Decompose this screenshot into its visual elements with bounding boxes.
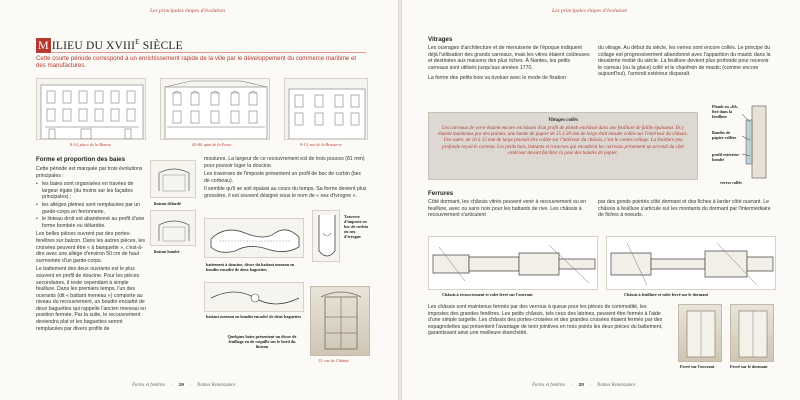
page-title: M ILIEU DU $XVIII^E$ SIÈCLE <box>38 38 183 52</box>
photo-caption-left: 13, rue de Châtine <box>318 358 350 363</box>
vitrages-colles-box <box>428 112 698 180</box>
lead-paragraph: Cette courte période correspond à un enrichissement rapide de la ville par le développement du commerce maritime et des manufactures. <box>36 55 357 70</box>
meneau-profile-drawing <box>204 282 304 312</box>
meneau-caption: battant meneau en boudin encadré de deux baguettes <box>206 314 302 319</box>
battement-caption: battement à doucine, décor du battant meneau en boudin encadré de deux baguettes <box>206 262 295 272</box>
quelques-caption: Quelques baies présentent un décor de feuillage ou de coquille sur le bord du linteau <box>227 334 297 349</box>
title-rule <box>36 52 366 53</box>
ferrures-col1: Côté dormant, les châssis vitrés peuvent venir à recouvrement ou en feuillure, avec ou sans noix pour les battants de rive. Les châssis à recouvrement s'articulent <box>428 199 587 219</box>
label-profil: profil extérieur bombé <box>712 152 740 162</box>
ferrures-col2: par des gonds pointés côté dormant et des fiches à larder côté ouvrant. Le châssis à feuillure s'articule sur les montants du dormant par l'intermédiaire de fiches à noeuds. <box>598 199 771 219</box>
caption-feuillure: Châssis à feuillure et volet ferré sur le dormant <box>624 292 709 297</box>
facade-caption-1: 8-14, place de la Bourse <box>70 142 112 147</box>
vitrages-col1: Les ouvrages d'architecture et de menuiserie de l'époque indiquent déjà l'utilisation des grands carreaux, mais les vitres étaient coûteuses et destinées aux maisons des plus riches. À Nantes, les petits carreaux sont utilisés jusqu'aux années 1770. La forme des petits bois va évoluer avec le mode de fixation <box>428 45 590 82</box>
photo-caption-dormant: Ferré sur le dormant <box>730 364 768 369</box>
chassis-feuillure-drawing <box>606 236 776 290</box>
facade-drawing-3 <box>284 78 368 140</box>
box-body: Les carreaux de verre étaient encore enchâssés d'un profil de plomb enchâssé dans une feuillure de faible épaisseur. Ils y étaient maintenus par des pointes, une bande de papier de 25 à 30 mm de large était ensuite collée sur l'intérieur du châssis. Une autre, de 10 à 12 mm de large pouvait être collée sur l'intérieur du châssis, c'est le contre-collage. La feuillure peu profonde reçoit le carreau. Les petits bois, battants et traverses qui encadrent les carreaux présentent un arrondi du côté extérieur devant faciliter la pose des bandes de papier. <box>438 126 688 156</box>
ferrures-paragraph-2: Les châssis sont maintenus fermés par des verrous à queue pour les pièces de commodité, les impostes des grandes fenêtres. Les petits châssis, tels ceux des latrines, peuvent être fermés à l'aide d'une simple targette. Les châssis des portes-croisées et des grandes croisées étaient fermés par des espagnolettes qui présentent l'avantage de tenir jointives en trois points les deux pièces du battement, garantissant ainsi une meilleure étanchéité. <box>428 304 663 337</box>
page-number: 19 <box>178 383 184 388</box>
footer-right: Portes et fenêtres · 20 · Nantes Renaissance <box>532 383 636 388</box>
left-page <box>0 0 398 400</box>
facade-caption-2: 42-46, quai de la Fosse <box>192 142 232 147</box>
label-plomb: Plomb en «fil» fixé dans la feuillure <box>712 104 738 119</box>
running-header-right: Les principales étapes d'évolution <box>552 8 627 14</box>
bullet-item: • les baies sont organisées en travées de largeur égale (du moins sur les façades principales) ; <box>36 181 146 201</box>
facade-drawing-1 <box>36 78 146 140</box>
box-title: Vitrages collés <box>548 118 578 123</box>
page-number: 20 <box>578 383 584 388</box>
right-page <box>402 0 800 400</box>
vitrages-heading: Vitrages <box>428 36 453 43</box>
photo-ouvrant <box>678 304 722 362</box>
linteau-bombe-sketch <box>150 210 196 246</box>
traverse-caption: Traverse d'imposte en bec de corbin ou nez d'ivrogne <box>344 214 368 239</box>
facade-caption-3: 9-13, rue de la Brasserie <box>300 142 342 147</box>
vitrages-col2: du vitrage. Au début du siècle, les verres sont encore collés. Le principe du collage est progressivement abandonné avec l'apparition du mastic dans la deuxième moitié du siècle. La feuillure devient plus profonde pour recevoir le carreau (ou la glace) collé et le chanfrein de mastic (comme encore aujourd'hui), l'arrondi extérieur disparaît. <box>598 45 771 78</box>
linteau-delarde-label: linteau délardé <box>154 201 181 206</box>
caption-recouvrement: Châssis à recouvrement et volet ferré sur l'ouvrant <box>442 292 533 297</box>
footer-left: Portes et fenêtres · 19 · Nantes Renaissance <box>132 383 236 388</box>
window-photo-left <box>310 286 370 356</box>
facade-drawing-2 <box>160 78 270 140</box>
traverse-profile-drawing <box>312 210 340 262</box>
bullet-item: • le linteau droit est abandonné au profit d'une forme bombée ou délardée. <box>36 216 146 229</box>
bullet-item: • les allèges pleines sont remplacées par un garde-corps en ferronnerie, <box>36 202 146 215</box>
section-heading: Forme et proportion des baies <box>36 156 126 163</box>
title-drop-cap: M <box>38 38 49 52</box>
photo-caption-ouvrant: Ferré sur l'ouvrant <box>680 364 715 369</box>
chassis-recouvrement-drawing <box>428 236 598 290</box>
photo-dormant <box>730 304 774 362</box>
linteau-bombe-label: linteau bombé <box>154 249 180 254</box>
label-bandes: Bandes de papier collées <box>712 130 737 140</box>
linteau-delarde-sketch <box>150 160 196 198</box>
running-header-left: Les principales étapes d'évolution <box>150 8 225 14</box>
left-col1: Cette période est marquée par trois évolutions principales : • les baies sont organisées en travées de largeur égale (du moins sur les façades principales) ; • les allèges pleines sont remplacées par un garde-corps en ferronnerie, • le linteau droit est abandonné au profit d'une forme bombée ou délardée. Les belles pièces ouvrent par des portes-fenêtres sur balcon. Dans les autres pièces, les croisées peuvent être « à banquette », c'est-à-dire avec une allège d'environ 50 cm de haut surmontée d'un garde-corps. Le battement des deux ouvrants est le plus souvent en profil de doucine. Pour les pièces secondaires, il reste cependant à simple feuillure. Dans les premiers temps, l'un des ouvrants (dit « battant meneau ») comporte au niveau du recouvrement, un boudin encadré de deux baguettes qui rappelle l'ancien meneau en position fermée. Par la suite, le recouvrement deviendra plat et les baguettes seront remplacées par divers profils de <box>36 166 146 332</box>
battement-profile-drawing <box>204 218 304 258</box>
label-verres: verres collés <box>720 180 742 185</box>
ferrures-heading: Ferrures <box>428 190 454 197</box>
left-col2: moulures. La largeur de ce recouvrement est de trois pouces (81 mm) pour pouvoir loger la doucine. Les traverses de l'imposte présentent un profil de bec de corbin (bec de corbeau). Il semble qu'il se soit épaissi au cours du temps. Sa forme devient plus grossière, il est souvent désigné sous le nom de « nez d'ivrogne ». <box>204 156 367 199</box>
